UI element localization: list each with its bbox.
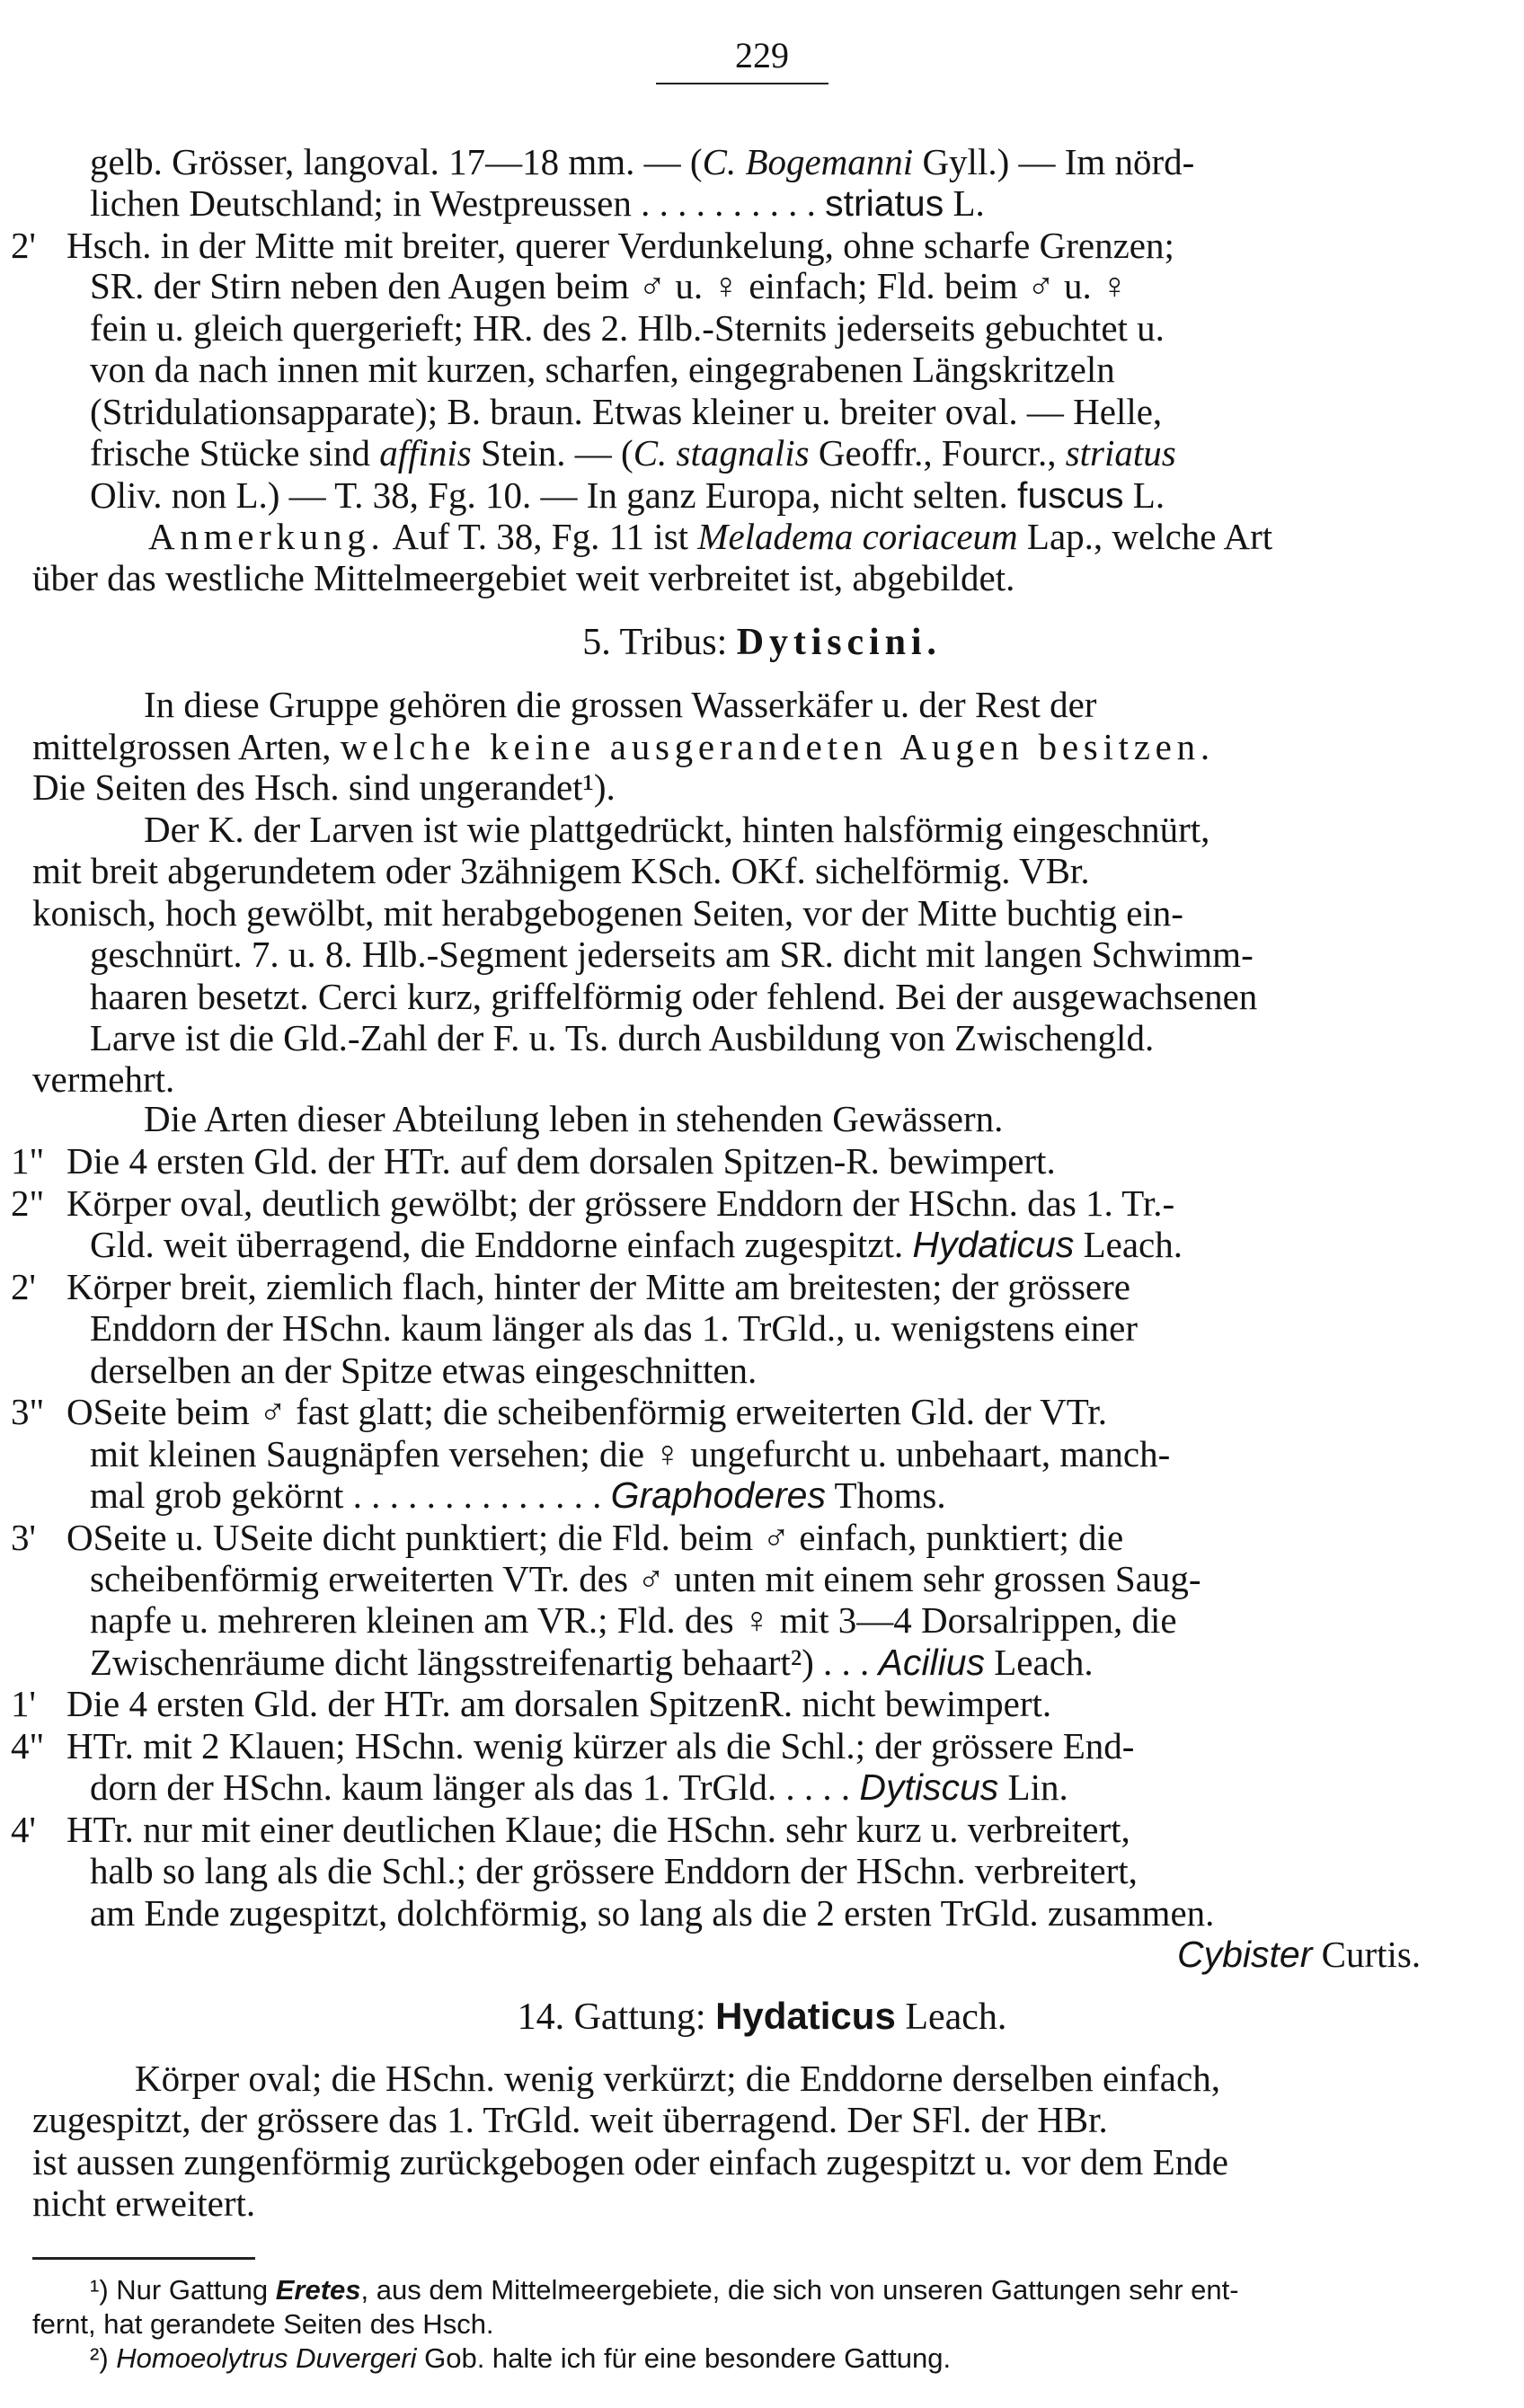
taxon-name: Dytiscus xyxy=(859,1766,999,1808)
text-run: , aus dem Mittelmeergebiete, die sich von unseren Gattungen sehr ent- xyxy=(360,2274,1239,2306)
text-line xyxy=(11,1263,1130,1310)
taxon-name: Hydaticus xyxy=(715,1995,896,2037)
text-run: derselben an der Spitze etwas eingeschnitten. xyxy=(90,1350,758,1391)
text-line xyxy=(90,1221,1183,1268)
text-line xyxy=(32,2096,1108,2143)
text-line xyxy=(11,1138,1056,1184)
text-line xyxy=(90,1639,1094,1686)
page-number-rule xyxy=(656,83,828,84)
text-line xyxy=(90,1430,1170,1477)
taxon-name: striatus xyxy=(825,182,944,224)
text-run: Geoffr., Fourcr., xyxy=(809,432,1066,474)
text-run: 14. Gattung: xyxy=(517,1996,716,2038)
text-run: nicht erweitert. xyxy=(32,2182,256,2224)
text-run: ¹) Nur Gattung xyxy=(90,2274,276,2306)
text-run: welche keine ausgerandeten Augen besitzen. xyxy=(340,726,1215,767)
text-run: 5. Tribus: xyxy=(582,622,737,663)
text-line xyxy=(90,1347,757,1394)
text-line xyxy=(11,1722,1134,1769)
key-marker: 1' xyxy=(11,1683,36,1724)
text-run: C. Bogemanni xyxy=(702,141,914,182)
text-line xyxy=(90,180,985,226)
text-run: dorn der HSchn. kaum länger als das 1. TrGld. . . . . xyxy=(90,1766,860,1808)
text-run: Larve ist die Gld.-Zahl der F. u. Ts. durch Ausbildung von Zwischengld. xyxy=(90,1017,1155,1058)
text-run: mit kleinen Saugnäpfen versehen; die ♀ ungefurcht u. unbehaart, manch- xyxy=(90,1433,1171,1474)
text-line xyxy=(32,2180,255,2227)
text-run: Die 4 ersten Gld. der HTr. am dorsalen SpitzenR. nicht bewimpert. xyxy=(66,1683,1052,1724)
footnote-line xyxy=(90,2273,1239,2307)
text-run: Stein. — ( xyxy=(471,432,634,474)
taxon-name: Acilius xyxy=(878,1642,986,1683)
text-line xyxy=(148,513,1272,560)
text-run: Gyll.) — Im nörd- xyxy=(913,141,1195,182)
text-run: am Ende zugespitzt, dolchförmig, so lang als die 2 ersten TrGld. zusammen. xyxy=(90,1892,1215,1934)
text-run: Gld. weit überragend, die Enddorne einfach zugespitzt. xyxy=(90,1224,913,1265)
text-run: L. xyxy=(944,182,985,224)
text-run: mal grob gekörnt . . . . . . . . . . . . . . xyxy=(90,1474,611,1516)
footnote-rule xyxy=(32,2257,255,2260)
text-line xyxy=(144,1095,1003,1142)
text-line xyxy=(90,138,1194,185)
footnote-line xyxy=(90,2342,951,2376)
text-run: geschnürt. 7. u. 8. Hlb.-Segment jederseits am SR. dicht mit langen Schwimm- xyxy=(90,934,1254,975)
text-run: Thoms. xyxy=(825,1474,946,1516)
footnote-line xyxy=(32,2307,494,2342)
text-run: HTr. mit 2 Klauen; HSchn. wenig kürzer als die Schl.; der grössere End- xyxy=(66,1725,1135,1766)
text-line xyxy=(135,2055,1220,2102)
text-line xyxy=(90,1764,1068,1810)
text-run: Leach. xyxy=(985,1642,1094,1683)
text-line xyxy=(90,346,1115,393)
text-run: Zwischenräume dicht längsstreifenartig behaart²) . . . xyxy=(90,1642,879,1683)
text-line xyxy=(32,847,1090,894)
taxon-name: Hydaticus xyxy=(912,1224,1075,1265)
text-line xyxy=(90,305,1165,351)
text-line xyxy=(90,388,1162,435)
text-run: fernt, hat gerandete Seiten des Hsch. xyxy=(32,2308,494,2340)
text-line xyxy=(90,931,1254,978)
text-run: vermehrt. xyxy=(32,1058,175,1100)
text-run: striatus xyxy=(1065,432,1176,474)
text-run: Lap., welche Art xyxy=(1017,516,1273,557)
text-run: gelb. Grösser, langoval. 17—18 mm. — ( xyxy=(90,141,703,182)
text-run: Die Arten dieser Abteilung leben in stehenden Gewässern. xyxy=(144,1098,1004,1139)
key-marker: 3' xyxy=(11,1517,36,1558)
text-run: (Stridulationsapparate); B. braun. Etwas kleiner u. breiter oval. — Helle, xyxy=(90,391,1163,432)
text-run: Leach. xyxy=(1074,1224,1183,1265)
text-run: halb so lang als die Schl.; der grössere Enddorn der HSchn. verbreitert, xyxy=(90,1850,1138,1891)
text-run: ²) xyxy=(90,2342,117,2374)
text-line xyxy=(11,1806,1130,1853)
text-line xyxy=(90,1305,1138,1351)
key-marker: 1" xyxy=(11,1140,45,1182)
text-run: scheibenförmig erweiterten VTr. des ♂ unten mit einem sehr grossen Saug- xyxy=(90,1558,1201,1599)
text-run: Der K. der Larven ist wie plattgedrückt, hinten halsförmig eingeschnürt, xyxy=(144,809,1210,850)
text-line xyxy=(32,890,1183,936)
text-run: Leach. xyxy=(895,1996,1007,2038)
text-run: affinis xyxy=(379,432,472,474)
text-line xyxy=(90,1472,946,1518)
text-line xyxy=(32,764,616,810)
text-run: HTr. nur mit einer deutlichen Klaue; die HSchn. sehr kurz u. verbreitert, xyxy=(66,1809,1130,1850)
text-line xyxy=(90,472,1165,518)
key-marker: 4' xyxy=(11,1809,36,1850)
text-run: L. xyxy=(1123,474,1165,516)
text-line xyxy=(90,429,1176,476)
text-run: Oliv. non L.) — T. 38, Fg. 10. — In ganz Europa, nicht selten. xyxy=(90,474,1018,516)
text-line xyxy=(11,1680,1051,1727)
text-line xyxy=(144,681,1096,728)
key-marker: 2' xyxy=(11,225,36,266)
text-run: Curtis. xyxy=(1312,1934,1422,1975)
text-run: haaren besetzt. Cerci kurz, griffelförmig oder fehlend. Bei der ausgewachsenen xyxy=(90,976,1258,1017)
text-run: OSeite u. USeite dicht punktiert; die Fld. beim ♂ einfach, punktiert; die xyxy=(66,1517,1124,1558)
key-marker: 4" xyxy=(11,1725,45,1766)
text-line xyxy=(11,1514,1123,1561)
text-run: Körper oval; die HSchn. wenig verkürzt; die Enddorne derselben einfach, xyxy=(135,2058,1220,2099)
text-run: C. stagnalis xyxy=(633,432,810,474)
text-run: von da nach innen mit kurzen, scharfen, eingegrabenen Längskritzeln xyxy=(90,349,1115,390)
text-run: Körper oval, deutlich gewölbt; der grössere Enddorn der HSchn. das 1. Tr.- xyxy=(66,1182,1175,1224)
text-run: mittelgrossen Arten, xyxy=(32,726,341,767)
text-run: mit breit abgerundetem oder 3zähnigem KSch. OKf. sichelförmig. VBr. xyxy=(32,850,1090,891)
key-marker: 2" xyxy=(11,1182,45,1224)
text-line xyxy=(90,1555,1201,1602)
taxon-name: Cybister xyxy=(1177,1934,1313,1975)
text-line xyxy=(90,1890,1214,1936)
text-run: Körper breit, ziemlich flach, hinter der Mitte am breitesten; der grössere xyxy=(66,1266,1130,1307)
text-run: napfe u. mehreren kleinen am VR.; Fld. des ♀ mit 3—4 Dorsalrippen, die xyxy=(90,1599,1177,1641)
text-line xyxy=(11,1180,1174,1226)
section-heading xyxy=(0,619,1524,666)
text-line xyxy=(144,806,1209,853)
text-run: Die Seiten des Hsch. sind ungerandet¹). xyxy=(32,766,616,808)
text-run: Enddorn der HSchn. kaum länger als das 1. TrGld., u. wenigstens einer xyxy=(90,1307,1139,1349)
text-run: Hsch. in der Mitte mit breiter, querer Verdunkelung, ohne scharfe Grenzen; xyxy=(66,225,1174,266)
text-run: Gob. halte ich für eine besondere Gattung. xyxy=(416,2342,952,2374)
text-line xyxy=(1177,1931,1421,1978)
text-run: Lin. xyxy=(998,1766,1068,1808)
text-line xyxy=(90,1014,1154,1061)
key-marker: 2' xyxy=(11,1266,36,1307)
text-run: Anmerkung. xyxy=(148,516,385,557)
text-run: Auf T. 38, Fg. 11 ist xyxy=(385,516,698,557)
text-run: SR. der Stirn neben den Augen beim ♂ u. ♀ einfach; Fld. beim ♂ u. ♀ xyxy=(90,265,1129,306)
text-run: über das westliche Mittelmeergebiet weit verbreitet ist, abgebildet. xyxy=(32,557,1015,598)
text-run: zugespitzt, der grössere das 1. TrGld. weit überragend. Der SFl. der HBr. xyxy=(32,2099,1108,2140)
taxon-name: fuscus xyxy=(1017,474,1124,516)
text-line xyxy=(32,554,1015,601)
text-run: Homoeolytrus Duvergeri xyxy=(116,2342,417,2374)
text-run: konisch, hoch gewölbt, mit herabgebogenen Seiten, vor der Mitte buchtig ein- xyxy=(32,892,1183,934)
text-run: fein u. gleich quergerieft; HR. des 2. Hlb.-Sternits jederseits gebuchtet u. xyxy=(90,307,1165,349)
text-line xyxy=(32,2138,1228,2185)
text-line xyxy=(90,973,1257,1020)
text-line xyxy=(90,262,1129,309)
text-line xyxy=(90,1597,1177,1643)
text-run: Meladema coriaceum xyxy=(697,516,1018,557)
text-run: frische Stücke sind xyxy=(90,432,380,474)
text-run: ist aussen zungenförmig zurückgebogen oder einfach zugespitzt u. vor dem Ende xyxy=(32,2141,1228,2182)
text-run: Eretes xyxy=(275,2274,361,2306)
taxon-name: Graphoderes xyxy=(610,1474,826,1516)
text-run: In diese Gruppe gehören die grossen Wasserkäfer u. der Rest der xyxy=(144,684,1097,725)
text-run: Die 4 ersten Gld. der HTr. auf dem dorsalen Spitzen-R. bewimpert. xyxy=(66,1140,1056,1182)
section-heading xyxy=(0,1993,1524,2040)
text-line xyxy=(90,1847,1138,1894)
text-run: OSeite beim ♂ fast glatt; die scheibenförmig erweiterten Gld. der VTr. xyxy=(66,1391,1107,1432)
key-marker: 3" xyxy=(11,1391,45,1432)
text-run: Dytiscini. xyxy=(736,622,942,663)
text-run: lichen Deutschland; in Westpreussen . . . . . . . . . . xyxy=(90,182,826,224)
text-line xyxy=(11,1388,1107,1435)
page-number: 229 xyxy=(735,35,789,75)
